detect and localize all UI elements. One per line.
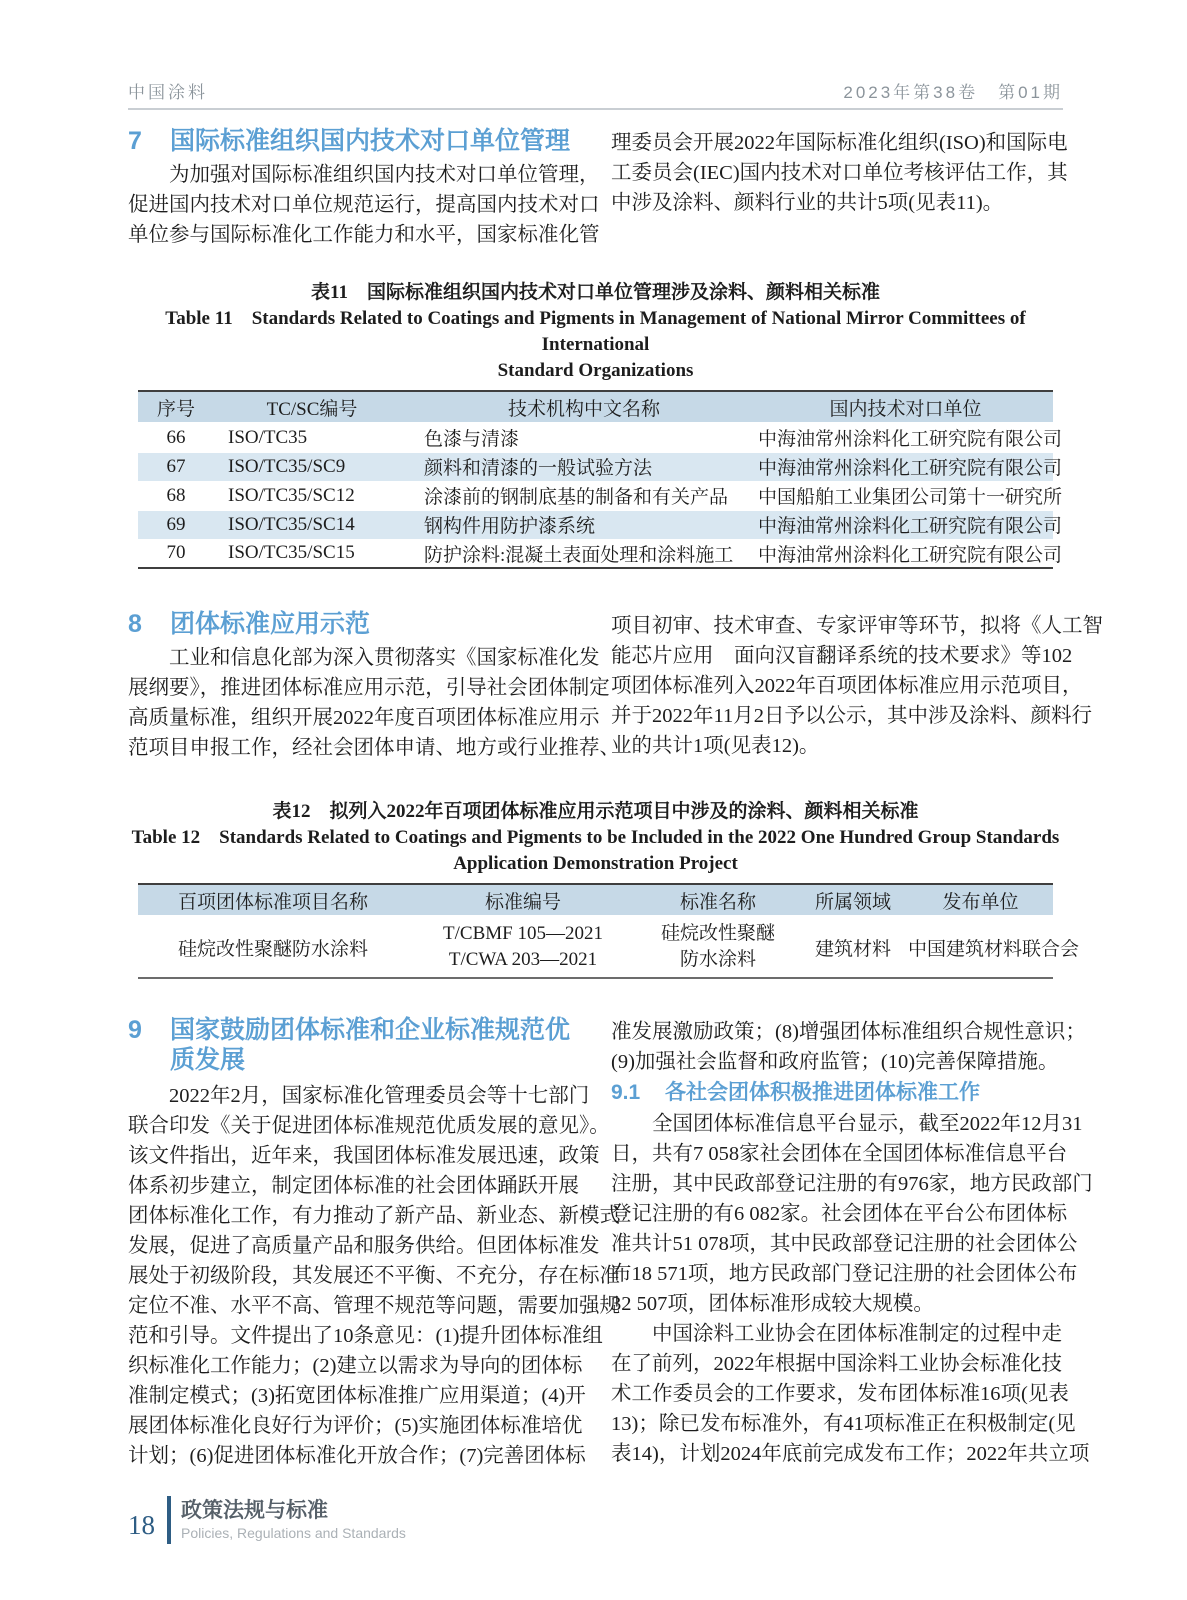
cell-mirror-unit: 中海油常州涂料化工研究院有限公司	[758, 452, 1053, 481]
text-line: 布18 571项，地方民政部门登记注册的社会团体公布	[611, 1263, 1078, 1285]
cell-tcsc: ISO/TC35	[214, 423, 410, 452]
text-line: 织标准化工作能力；(2)建立以需求为导向的团体标	[128, 1355, 583, 1377]
text-line: 体系初步建立，制定团体标准的社会团体踊跃开展	[128, 1175, 579, 1197]
section-8-left-paragraph	[128, 643, 620, 763]
table-row	[138, 539, 1053, 568]
text-line: (9)加强社会监督和政府监管；(10)完善保障措施。	[611, 1051, 1059, 1073]
text-line: 单位参与国际标准化工作能力和水平，国家标准化管	[128, 224, 600, 246]
cell-org-name: 钢构件用防护漆系统	[410, 510, 758, 539]
text-line: 计划；(6)促进团体标准化开放合作；(7)完善团体标	[128, 1445, 586, 1467]
subsection-9-1-heading	[611, 1077, 1063, 1109]
section-7	[128, 126, 1068, 250]
cell-field: 建筑材料	[798, 916, 908, 978]
text-line: 项团体标准列入2022年百项团体标准应用示范项目，	[611, 675, 1083, 697]
text-line: 32 507项，团体标准形成较大规模。	[611, 1293, 934, 1315]
text-line: 中涉及涂料、颜料行业的共计5项(见表11)。	[611, 192, 1004, 214]
col-header-org-name: 技术机构中文名称	[410, 391, 758, 423]
section-7-left-column	[128, 126, 600, 250]
table-12-title-cn: 表12 拟列入2022年百项团体标准应用示范项目中涉及的涂料、颜料相关标准	[272, 801, 919, 822]
footer-label-en: Policies, Regulations and Standards	[181, 1525, 406, 1541]
text-line: 表14)，计划2024年底前完成发布工作；2022年共立项	[611, 1443, 1090, 1465]
text-line: 该文件指出，近年来，我国团体标准发展迅速，政策	[128, 1145, 600, 1167]
section-9-right-column	[611, 1015, 1093, 1471]
text-line: 范项目申报工作，经社会团体申请、地方或行业推荐、	[128, 737, 620, 759]
text-line: 并于2022年11月2日予以公示，其中涉及涂料、颜料行	[611, 705, 1092, 727]
text-line: 准制定模式；(3)拓宽团体标准推广应用渠道；(4)开	[128, 1385, 586, 1407]
table-row	[138, 452, 1053, 481]
cell-seq: 69	[138, 510, 214, 539]
footer-divider-bar	[167, 1496, 171, 1544]
cell-mirror-unit: 中海油常州涂料化工研究院有限公司	[758, 423, 1053, 452]
text-line: 联合印发《关于促进团体标准规范优质发展的意见》。	[128, 1115, 610, 1137]
text-line: 展处于初级阶段，其发展还不平衡、不充分，存在标准	[128, 1265, 620, 1287]
page-footer	[128, 1496, 406, 1544]
page-number: 18	[128, 1509, 155, 1540]
text-line: 工业和信息化部为深入贯彻落实《国家标准化发	[169, 647, 600, 669]
col-header-mirror-unit: 国内技术对口单位	[758, 391, 1053, 423]
text-line: 13)；除已发布标准外，有41项标准正在积极制定(见	[611, 1413, 1076, 1435]
table-11-block	[128, 280, 1063, 569]
section-9-right-paragraph-top	[611, 1017, 1086, 1077]
text-line: 为加强对国际标准组织国内技术对口单位管理，	[169, 164, 600, 186]
table-row	[138, 423, 1053, 452]
table-row	[138, 510, 1053, 539]
cell-tcsc: ISO/TC35/SC12	[214, 481, 410, 510]
section-9-left-paragraph	[128, 1081, 620, 1471]
text-line: 高质量标准，组织开展2022年度百项团体标准应用示	[128, 707, 600, 729]
subsection-9-1-title: 各社会团体积极推进团体标准工作	[665, 1081, 980, 1104]
section-8-number: 8	[128, 610, 142, 638]
col-header-tcsc: TC/SC编号	[214, 391, 410, 423]
cell-seq: 70	[138, 539, 214, 568]
col-header-standard-code: 标准编号	[408, 884, 638, 916]
cell-tcsc: ISO/TC35/SC15	[214, 539, 410, 568]
footer-label-cn: 政策法规与标准	[181, 1499, 328, 1522]
table-11-title-en-line1: Table 11 Standards Related to Coatings and Pigments in Management of National Mirror Committees of International	[165, 308, 1026, 355]
text-line: 团体标准化工作，有力推动了新产品、新业态、新模式	[128, 1205, 620, 1227]
text-line: 中国涂料工业协会在团体标准制定的过程中走	[652, 1323, 1062, 1345]
text-line: 准发展激励政策；(8)增强团体标准组织合规性意识；	[611, 1021, 1086, 1043]
section-7-heading	[128, 126, 580, 156]
section-9-title: 国家鼓励团体标准和企业标准规范优质发展	[170, 1016, 571, 1074]
section-8-right-paragraph	[611, 611, 1103, 761]
section-8-right-column	[611, 609, 1103, 763]
text-line: 项目初审、技术审查、专家评审等环节，拟将《人工智	[611, 615, 1103, 637]
table-12-title-en-line1: Table 12 Standards Related to Coatings and Pigments to be Included in the 2022 One Hundred Group Standards	[131, 827, 1060, 848]
standard-code-line1: T/CBMF 105—2021	[443, 923, 603, 944]
text-line: 展团体标准化良好行为评价；(5)实施团体标准培优	[128, 1415, 583, 1437]
col-header-publisher: 发布单位	[908, 884, 1053, 916]
col-header-field: 所属领域	[798, 884, 908, 916]
cell-tcsc: ISO/TC35/SC9	[214, 452, 410, 481]
cell-org-name: 防护涂料:混凝土表面处理和涂料施工	[410, 539, 758, 568]
table-11-header-row	[138, 391, 1053, 423]
cell-seq: 67	[138, 452, 214, 481]
table-row	[138, 481, 1053, 510]
subsection-9-1-number: 9.1	[611, 1081, 641, 1104]
section-8	[128, 609, 1103, 763]
cell-standard-name	[638, 916, 798, 978]
text-line: 2022年2月，国家标准化管理委员会等十七部门	[169, 1085, 590, 1107]
text-line: 促进国内技术对口单位规范运行，提高国内技术对口	[128, 194, 600, 216]
text-line: 发展，促进了高质量产品和服务供给。但团体标准发	[128, 1235, 600, 1257]
text-line: 日，共有7 058家社会团体在全国团体标准信息平台	[611, 1143, 1068, 1165]
text-line: 全国团体标准信息平台显示，截至2022年12月31	[652, 1113, 1083, 1135]
cell-publisher: 中国建筑材料联合会	[908, 916, 1053, 978]
section-7-right-column	[611, 126, 1068, 250]
section-7-left-paragraph	[128, 160, 600, 250]
cell-mirror-unit: 中海油常州涂料化工研究院有限公司	[758, 510, 1053, 539]
cell-mirror-unit: 中国船舶工业集团公司第十一研究所	[758, 481, 1053, 510]
table-11-title-en-line2: Standard Organizations	[497, 360, 694, 381]
running-head	[128, 0, 1063, 110]
section-7-number: 7	[128, 127, 142, 155]
cell-seq: 66	[138, 423, 214, 452]
text-line: 理委员会开展2022年国际标准化组织(ISO)和国际电	[611, 132, 1068, 154]
text-line: 术工作委员会的工作要求，发布团体标准16项(见表	[611, 1383, 1069, 1405]
section-7-title: 国际标准组织国内技术对口单位管理	[170, 127, 571, 155]
col-header-standard-name: 标准名称	[638, 884, 798, 916]
journal-name: 中国涂料	[128, 83, 208, 102]
text-line: 登记注册的有6 082家。社会团体在平台公布团体标	[611, 1203, 1068, 1225]
standard-code-line2: T/CWA 203—2021	[448, 949, 598, 970]
cell-org-name: 颜料和清漆的一般试验方法	[410, 452, 758, 481]
cell-seq: 68	[138, 481, 214, 510]
cell-project-name: 硅烷改性聚醚防水涂料	[138, 916, 408, 978]
section-9-left-column	[128, 1015, 620, 1471]
col-header-project-name: 百项团体标准项目名称	[138, 884, 408, 916]
page-content	[128, 0, 1103, 1471]
text-line: 展纲要》，推进团体标准应用示范，引导社会团体制定	[128, 677, 610, 699]
table-12-title-en-line2: Application Demonstration Project	[453, 853, 738, 874]
cell-mirror-unit: 中海油常州涂料化工研究院有限公司	[758, 539, 1053, 568]
footer-section-label	[181, 1498, 406, 1542]
section-8-title: 团体标准应用示范	[170, 610, 371, 638]
cell-standard-code	[408, 916, 638, 978]
standard-name-line2: 防水涂料	[679, 949, 756, 970]
text-line: 注册，其中民政部登记注册的有976家，地方民政部门	[611, 1173, 1093, 1195]
section-9-right-paragraph-bottom	[611, 1109, 1093, 1469]
section-9	[128, 1015, 1093, 1471]
text-line: 业的共计1项(见表12)。	[611, 735, 820, 757]
cell-org-name: 色漆与清漆	[410, 423, 758, 452]
cell-org-name: 涂漆前的钢制底基的制备和有关产品	[410, 481, 758, 510]
col-header-seq: 序号	[138, 391, 214, 423]
section-8-left-column	[128, 609, 620, 763]
section-8-heading	[128, 609, 580, 639]
table-11	[138, 390, 1063, 569]
table-row	[138, 916, 1053, 978]
table-12	[138, 883, 1080, 979]
table-12-block	[128, 799, 1080, 979]
text-line: 在了前列，2022年根据中国涂料工业协会标准化技	[611, 1353, 1062, 1375]
text-line: 能芯片应用 面向汉盲翻译系统的技术要求》等102	[611, 645, 1073, 667]
standard-name-line1: 硅烷改性聚醚	[660, 923, 775, 944]
section-9-number: 9	[128, 1016, 142, 1044]
text-line: 准共计51 078项，其中民政部登记注册的社会团体公	[611, 1233, 1078, 1255]
text-line: 定位不准、水平不高、管理不规范等问题，需要加强规	[128, 1295, 620, 1317]
section-9-heading	[128, 1015, 580, 1075]
table-12-header-row	[138, 884, 1053, 916]
text-line: 范和引导。文件提出了10条意见：(1)提升团体标准组	[128, 1325, 603, 1347]
cell-tcsc: ISO/TC35/SC14	[214, 510, 410, 539]
section-7-right-paragraph	[611, 128, 1068, 218]
table-11-title-cn: 表11 国际标准组织国内技术对口单位管理涉及涂料、颜料相关标准	[311, 282, 880, 303]
issue-info: 2023年第38卷 第01期	[843, 83, 1063, 102]
text-line: 工委员会(IEC)国内技术对口单位考核评估工作，其	[611, 162, 1068, 184]
